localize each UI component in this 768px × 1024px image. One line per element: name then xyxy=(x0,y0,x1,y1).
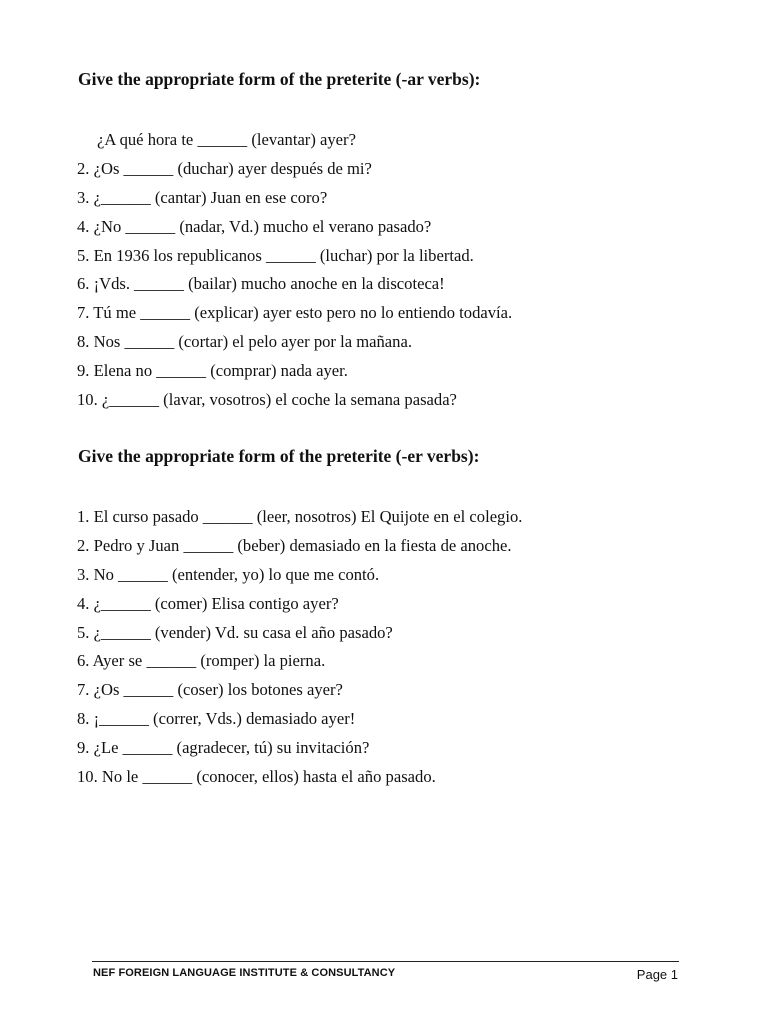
exercise-item: 9. ¿Le ______ (agradecer, tú) su invitación? xyxy=(77,738,370,758)
section-heading-er-verbs: Give the appropriate form of the preterite (-er verbs): xyxy=(78,446,480,466)
exercise-item: 5. En 1936 los republicanos ______ (luchar) por la libertad. xyxy=(77,245,474,265)
exercise-item: 1. El curso pasado ______ (leer, nosotros) El Quijote en el colegio. xyxy=(77,507,523,526)
exercise-item: 7. Tú me ______ (explicar) ayer esto pero no lo entiendo todavía. xyxy=(77,303,513,323)
exercise-list-ar-verbs xyxy=(77,126,512,415)
exercise-item: 9. Elena no ______ (comprar) nada ayer. xyxy=(77,361,348,381)
exercise-item: 10. No le ______ (conocer, ellos) hasta el año pasado. xyxy=(77,767,436,787)
exercise-item: 10. ¿______ (lavar, vosotros) el coche la semana pasada? xyxy=(77,390,457,410)
exercise-item: 6. Ayer se ______ (romper) la pierna. xyxy=(77,651,326,671)
exercise-item: 4. ¿______ (comer) Elisa contigo ayer? xyxy=(77,593,339,613)
exercise-item: 7. ¿Os ______ (coser) los botones ayer? xyxy=(77,680,343,700)
exercise-item: 8. ¡______ (correr, Vds.) demasiado ayer! xyxy=(77,709,356,729)
exercise-item: ¿A qué hora te ______ (levantar) ayer? xyxy=(97,130,356,149)
section-heading-ar-verbs: Give the appropriate form of the preterite (-ar verbs): xyxy=(78,69,481,89)
exercise-item: 6. ¡Vds. ______ (bailar) mucho anoche en la discoteca! xyxy=(77,274,445,294)
exercise-item: 5. ¿______ (vender) Vd. su casa el año pasado? xyxy=(77,622,393,642)
footer-divider xyxy=(92,961,679,962)
exercise-list-er-verbs xyxy=(77,503,522,792)
exercise-item: 4. ¿No ______ (nadar, Vd.) mucho el verano pasado? xyxy=(77,216,432,236)
exercise-item: 3. No ______ (entender, yo) lo que me contó. xyxy=(77,564,380,584)
page-number: Page 1 xyxy=(636,967,678,982)
exercise-item: 3. ¿______ (cantar) Juan en ese coro? xyxy=(77,187,328,207)
exercise-item: 2. Pedro y Juan ______ (beber) demasiado en la fiesta de anoche. xyxy=(77,535,512,555)
exercise-item: 8. Nos ______ (cortar) el pelo ayer por la mañana. xyxy=(77,332,412,352)
exercise-item: 2. ¿Os ______ (duchar) ayer después de mi? xyxy=(77,158,372,178)
footer-organization: NEF FOREIGN LANGUAGE INSTITUTE & CONSULTANCY xyxy=(93,967,396,979)
